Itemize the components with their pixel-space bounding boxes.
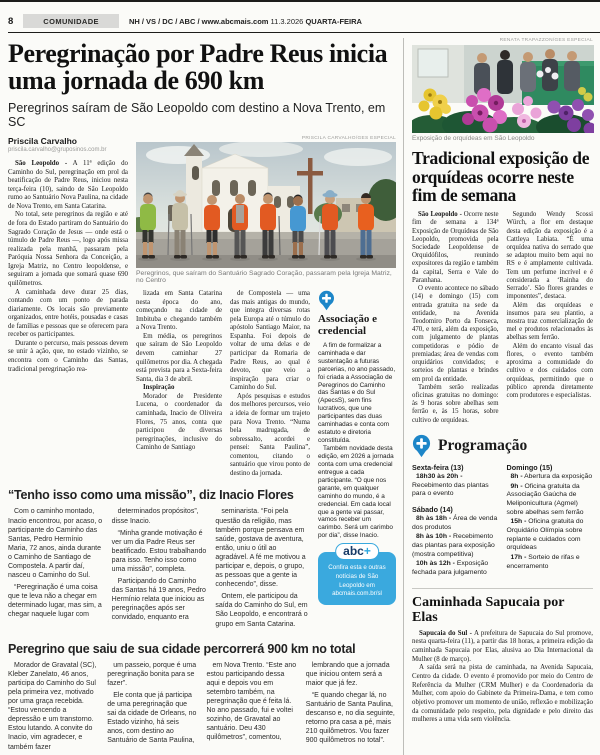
program-desc: Recebimento das plantas para o evento [412, 481, 489, 498]
section-label: COMUNIDADE [23, 14, 119, 28]
assoc-sidebar [318, 290, 396, 632]
editions-list: NH / VS / DC / ABC / www.abcmais.com [128, 16, 269, 26]
abc-logo-text: abc [343, 544, 364, 559]
paragraph-text: A prefeitura de Sapucaia do Sul promove, nesta quarta-feira (11), a partir das 18 horas, a primeira edição da caminhada Sapucaia por Elas, alusiva ao Dia Internacional da Mulher (8 de março). [412, 629, 594, 663]
lead-column-1 [8, 136, 128, 478]
abc-promo-box [318, 544, 396, 605]
quote-headline: “Tenho isso como uma missão”, diz Inacio Flores [8, 488, 294, 503]
body-paragraph: A saída será na pista de caminhada, na Avenida Sapucaia, Centro da cidade. O evento é promovido por meio do Centro de Referência da Mulher (CRM Mulher) e da Coordenadoria da Mulher, com apoio do Gabinete da Primeira-Dama, e tem como objetivo promover um momento de união, reflexão e mobilização da comunidade pelo respeito, pela dignidade e pelo direito das mulheres a uma vida sem violência. [412, 664, 593, 724]
body-paragraph: No total, sete peregrinos da região e até de fora do Estado partiram do Santuário do Sagrado Coração de Jesus — onde está o túmulo de Padre Reus —, logo após missa realizada pela manhã, passaram pela Paróquia Nossa Senhora da Conceição, a Igreja Matriz, no Centro leopoldense, e seguiram a jornada que somará quase 690 quilômetros. [8, 211, 128, 287]
program-column-2 [507, 463, 594, 579]
program-item [412, 560, 499, 577]
program-time: 8h às 10h - [416, 533, 452, 541]
page-header [8, 14, 600, 33]
lead-column-2 [136, 290, 222, 478]
program-time: 18h30 às 20h - [416, 472, 463, 480]
orchid-photo-block [412, 45, 593, 142]
orchid-photo-credit: RENATA TRAPAZZON/GES ESPECIAL [499, 38, 593, 43]
quote-column-3 [215, 507, 310, 631]
body-paragraph: Morador de Gravatal (SC), Kleber Zanelato, 46 anos, participa do Caminho do Sul pela primeira vez, motivado por uma graça recebida. “Estou vencendo a depressão e um transtorno. Estou lutando. A convite do Inacio, vim agradecer, e também fazer [8, 661, 97, 751]
lead-subhead: Peregrinos saíram de São Leopoldo com destino a Nova Trento, em SC [8, 101, 386, 130]
paragraph-text: Ocorre neste fim de semana a 134ª Exposição de Orquídeas de São Leopoldo, promovida pela Sociedade Leopoldense de Orquidófilos, reunindo expositores da região e também da capital, Serra e Vale do Paranhana. [412, 211, 499, 284]
body-paragraph: Ele conta que já participa de uma peregrinação que sai da cidade de Orleans, no Estado vizinho, há seis anos, com destino ao Santuário de Santa Paulina, [107, 691, 197, 745]
body-paragraph: de Compostela — uma das mais antigas do mundo, que integra diversas rotas pela Europa até o túmulo do apóstolo Santiago Maior, na Espanha. Foi depois de voltar de uma delas e de participar da Romaria de Padre Reus, ao qual é devoto, que veio a inspiração para criar o Caminho do Sul. [230, 290, 310, 392]
program-day: Domingo (15) [506, 462, 553, 472]
edition-weekday: QUARTA-FEIRA [305, 16, 362, 26]
walk-article [412, 595, 593, 725]
body-paragraph: Também serão realizadas oficinas gratuitas no domingo: às 9 horas sobre abelhas sem ferrão e, às 15 horas, sobre cultivo de orquídeas. [412, 383, 499, 424]
body-paragraph: Ontem, ele participou da saída do Caminho do Sul, em São Leopoldo, e encontrará o grupo em Santa Catarina. [215, 593, 308, 628]
edition-date: 11.3.2026 [270, 16, 304, 26]
pilgrim-column-3 [207, 661, 297, 755]
body-paragraph: Além das orquídeas e insumos para seu plantio, a mostra traz comercialização de mel e produtos relacionados às abelhas sem ferrão. [506, 301, 593, 342]
program-item [412, 515, 499, 532]
body-paragraph: determinados propósitos”, disse Inacio. [111, 508, 199, 525]
pilgrim-column-4 [306, 661, 396, 755]
body-paragraph [8, 160, 128, 211]
body-paragraph: lembrando que a jornada que iniciou ontem será a maior que já fez. [305, 661, 390, 687]
body-paragraph: Segundo Wendy Scossi Würch, a flor em destaque desta edição da exposição é a Cattleya Labiata. “É uma orquídea nativa do serrado que se adaptou muito bem aqui no RS e é amplamente cultivada. Tem um perfume incrível e é considerada a ‘Rainha do Serrado’. São flores grandes e imponentes”, destaca. [506, 211, 593, 301]
program-time: 15h - [510, 518, 527, 526]
pilgrims-photo [136, 142, 396, 268]
body-paragraph: “E quando chegar lá, no Santuário de Santa Paulina, descanso e, no dia seguinte, retorno pra casa a pé, mais 210 quilômetros. Vou fazer 900 quilômetros no total”. [305, 691, 395, 745]
program-column-1 [412, 463, 499, 579]
body-paragraph: em Nova Trento. “Este ano estou participando dessa aqui e depois vou em setembro também, na peregrinação que é feita lá. No ano passado, fui e voltei sozinho, de Gravatal ao santuário. Deu 430 quilômetros”, comentou, [206, 661, 297, 742]
program-item [507, 473, 594, 482]
lede-label: São Leopoldo - [15, 160, 68, 168]
byline-email: priscila.carvalho@gruposinos.com.br [8, 147, 107, 154]
abc-promo-text: Confira esta e outras notícias de São Leopoldo em abcmais.com.br/sl [328, 564, 386, 598]
body-paragraph: um passeio, porque é uma peregrinação bonita para se fazer”. [107, 661, 197, 687]
assoc-paragraph: Também novidade desta edição, em 2026 a jornada conta com uma credencial entregue a cada participante. “O que nos garante, em qualquer caminho do mundo, é a credencial. Em cada local que a gente vai passar, vamos receber um carimbo. Será um carimbo por dia”, disse Inacio. [318, 445, 394, 540]
program-item [412, 473, 499, 499]
walk-headline: Caminhada Sapucaia por Elas [412, 594, 565, 626]
orchid-column-1 [412, 211, 499, 425]
map-pin-plus-icon [412, 434, 431, 458]
orchid-body [412, 211, 593, 425]
quote-column-1 [8, 507, 103, 631]
pilgrim-column-2 [107, 661, 197, 755]
orchid-photo [412, 45, 594, 133]
program-item [412, 533, 499, 559]
body-paragraph: seminarista. “Foi pela questão da religião, mas também porque pensava em saúde, gostava de aventura, então, uniu o útil ao agradável. A fé me motivou a participar e, depois, o grupo, as pessoas que a gente ia conhecendo”, disse. [215, 508, 306, 589]
program-item [507, 518, 594, 553]
lead-column-3 [230, 290, 310, 478]
orchid-column-2 [507, 211, 594, 425]
page-number: 8 [8, 15, 14, 27]
body-paragraph: Morador de Presidente Lucena, o coordenador da caminhada, Inacio de Oliveira Flores, 75 anos, conta que participou de diversas peregrinações, inclusive do Caminho de Santiago [136, 392, 222, 452]
quote-section [8, 484, 310, 631]
program-time: 9h - [510, 482, 523, 490]
body-paragraph: Participando do Caminho das Santas há 19 anos, Pedro Hermínio relata que iniciou as peregrinações após ser convidado, enquanto era [111, 578, 206, 622]
assoc-paragraph: A fim de formalizar a caminhada e dar sustentação a futuras parcerias, no ano passado, foi criada a Associação de Peregrinos do Caminho das Santas e do Sul (ApecsS), sem fins lucrativos, que une participantes das duas caminhadas e conta com estatuto e diretoria constituída. [318, 341, 396, 445]
lead-headline: Peregrinação por Padre Reus inicia uma jornada de 690 km [8, 39, 388, 96]
body-paragraph: “Minha grande motivação é ver um dia Padre Reus ser beatificado. Estou trabalhando para isso. Tenho isso como uma missão”, completa. [111, 529, 207, 573]
program-item [507, 483, 594, 518]
body-paragraph: Após pesquisas e estudos dos melhores percursos, veio a ideia de formar um trajeto para Nova Trento. “Numa bela madrugada, de sobressalto, acordei e pensei: Santa Paulina”, comentou, citando o santuário que virou ponto de destino da jornada. [230, 392, 310, 477]
program-desc: Recebimento das plantas para exposição (mostra competitiva) [412, 533, 495, 558]
program-desc: Abertura da exposição [524, 472, 593, 480]
program-day: Sexta-feira (13) [412, 462, 464, 472]
lead-article [8, 38, 396, 755]
page-content [8, 38, 600, 755]
orchid-caption: Exposição de orquídeas em São Leopoldo [412, 135, 535, 142]
program-desc: Oficina gratuita da Associação Gaúcha de Meliponicultura (Agmel) sobre abelhas sem ferrão [506, 482, 584, 516]
body-paragraph: “Peregrinação é uma coisa que te leva não a chegar em determinado lugar, mas sim, a chegar naquele lugar com [8, 584, 102, 619]
body-paragraph: Durante o percurso, mais pessoas devem se unir à ação, que, no estado vizinho, se encontra com o Caminho das Santas, tradicional peregrinação rea- [8, 339, 128, 373]
abc-logo [335, 543, 379, 560]
byline: Priscila Carvalho [8, 136, 77, 147]
body-paragraph [412, 211, 499, 285]
program-item [507, 554, 594, 571]
orchid-headline: Tradicional exposição de orquídeas ocorre neste fim de semana [412, 148, 590, 206]
program-time: 17h - [510, 554, 527, 562]
program-time: 8h - [510, 472, 523, 480]
pilgrim-column-1 [8, 661, 98, 755]
lede-label: São Leopoldo - [418, 211, 462, 219]
body-paragraph: lizada em Santa Catarina nesta época do ano, começando na cidade de Imbituba e chegando também a Nova Trento. [136, 290, 222, 332]
photo-caption: Peregrinos, que saíram do Santuário Sagrado Coração, passaram pela Igreja Matriz, no Centro [136, 270, 392, 285]
editions-line [129, 17, 362, 26]
body-paragraph: Além do encanto visual das flores, o evento também aproxima a comunidade do cultivo e dos cuidados com orquídeas, permitindo que o público aprenda diretamente com produtores e especialistas. [506, 342, 593, 399]
assoc-title: Associação e credencial [318, 313, 377, 337]
program-time: 10h às 12h - [416, 560, 455, 568]
program-desc: Sorteio de rifas e encerramento [506, 554, 580, 570]
paragraph-text: A 11ª edição do Caminho do Sul, peregrinação em prol da beatificação de Padre Reus, iniciou nesta terça-feira (10), saindo de São Leopoldo rumo ao Santuário Nova Paulina, na cidade de Nova Trento, em Santa Catarina. [8, 160, 128, 210]
body-paragraph [412, 630, 593, 665]
program-desc: Oficina gratuita do Orquidário Olímpia sobre replante e cuidados com orquídeas [506, 518, 584, 552]
pilgrims-photo-block [136, 136, 396, 284]
program-section [412, 434, 593, 579]
body-paragraph: A caminhada deve durar 25 dias, contando com um ponto de parada diariamente. Os locais são previamente organizados, entre hotéis, pousadas e casas de famílias e pessoas que se oferecem para receber os participantes. [8, 288, 128, 339]
body-paragraph: Em média, os peregrinos que saíram de São Leopoldo devem caminhar 27 quilômetros por dia. A chegada está prevista para a Sexta-feira Santa, dia 3 de abril. [136, 332, 222, 383]
section-divider [412, 588, 593, 589]
quote-column-2 [112, 507, 207, 631]
inspiration-subhead: Inspiração [143, 384, 175, 392]
program-desc: Área de venda dos produtos [412, 514, 498, 531]
program-desc: Exposição fechada para julgamento [412, 560, 489, 577]
program-time: 8h às 18h - [416, 514, 452, 522]
pilgrim-section [8, 638, 396, 755]
lede-label: Sapucaia do Sul - [419, 629, 472, 637]
pilgrim-headline: Peregrino que saiu de sua cidade percorrerá 900 km no total [8, 641, 356, 656]
right-column [403, 38, 599, 755]
photo-credit: PRISCILA CARVALHO/GES ESPECIAL [301, 136, 396, 142]
abc-logo-plus: + [363, 544, 371, 559]
body-paragraph: Com o caminho montado, Inacio encontrou, por acaso, o participante do Caminho das Santas, Pedro Hermínio Maria, 72 anos, ainda durante o Caminho de Santiago de Compostela. A partir daí, nasceu o Caminho do Sul. [8, 508, 103, 580]
body-paragraph: O evento acontece no sábado (14) e domingo (15) com entrada gratuita na sede da entidade, na Avenida Teodomiro Porto da Fonseca, 470, e terá, além da exposição, com julgamento de plantas competidoras e pódio de premiadas; área de vendas com orquidários convidados; e sorteios de plantas e brindes em prol da entidade. [412, 285, 499, 383]
program-title: Programação [438, 436, 528, 454]
program-day: Sábado (14) [412, 504, 453, 514]
map-pin-plus-icon [318, 290, 335, 311]
